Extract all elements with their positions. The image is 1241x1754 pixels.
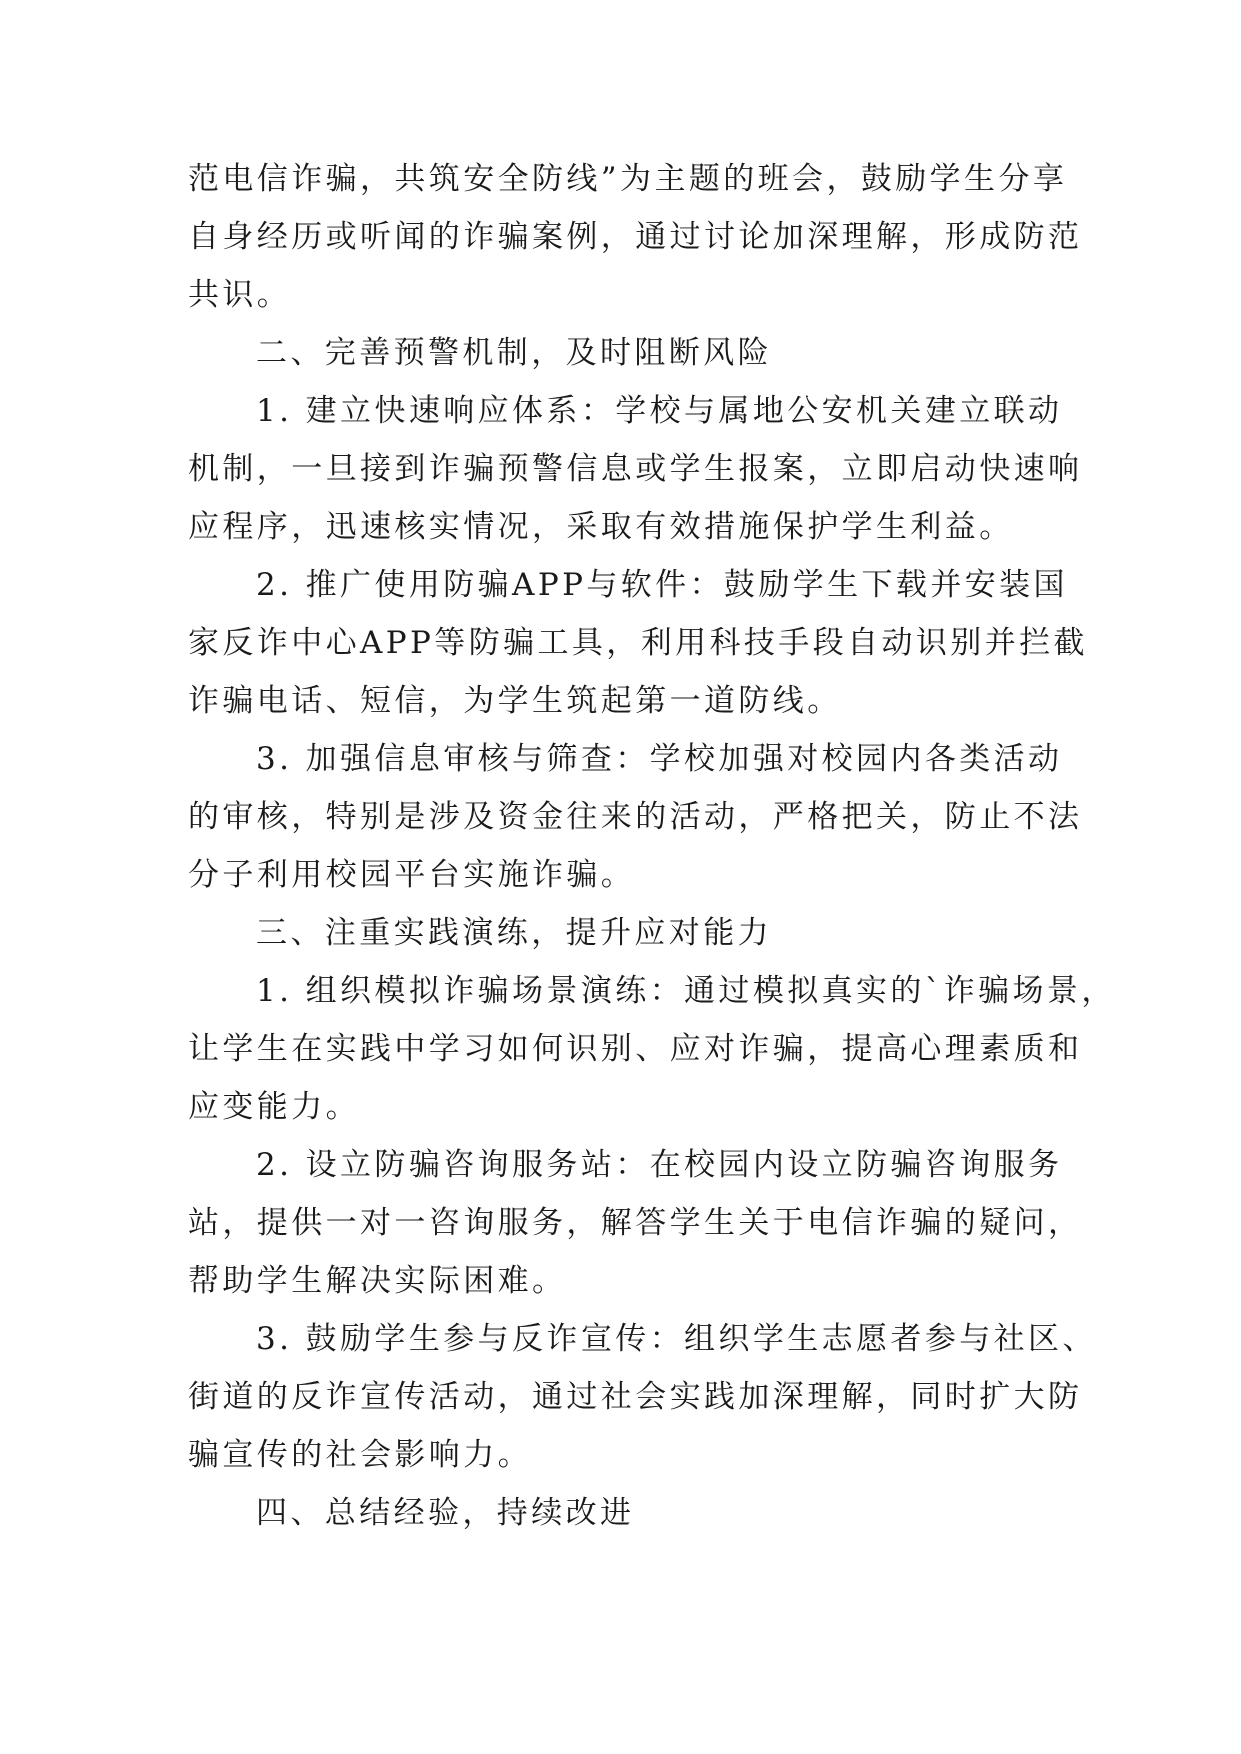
section-heading: 四、总结经验，持续改进 (256, 1495, 635, 1531)
text-line: 骗宣传的社会影响力。 (188, 1437, 532, 1473)
text-line: 共识。 (188, 277, 292, 313)
text-line: 1. 建立快速响应体系：学校与属地公安机关建立联动 (256, 393, 1063, 429)
text-line: 分子利用校园平台实施诈骗。 (188, 857, 636, 893)
text-line: 让学生在实践中学习如何识别、应对诈骗，提高心理素质和 (188, 1031, 1083, 1067)
text-line: 帮助学生解决实际困难。 (188, 1263, 567, 1299)
text-line: 自身经历或听闻的诈骗案例，通过讨论加深理解，形成防范 (188, 219, 1083, 255)
text-line: 2. 设立防骗咨询服务站：在校园内设立防骗咨询服务 (256, 1147, 1063, 1183)
text-line: 3. 鼓励学生参与反诈宣传：组织学生志愿者参与社区、 (256, 1321, 1097, 1357)
text-line: 应程序，迅速核实情况，采取有效措施保护学生利益。 (188, 509, 1014, 545)
text-line: 机制，一旦接到诈骗预警信息或学生报案，立即启动快速响 (188, 451, 1083, 487)
section-heading: 二、完善预警机制，及时阻断风险 (256, 335, 772, 371)
text-line: 站，提供一对一咨询服务，解答学生关于电信诈骗的疑问， (188, 1205, 1083, 1241)
text-line: 家反诈中心APP等防骗工具，利用科技手段自动识别并拦截 (188, 625, 1088, 661)
text-line: 街道的反诈宣传活动，通过社会实践加深理解，同时扩大防 (188, 1379, 1083, 1415)
text-line: 2. 推广使用防骗APP与软件：鼓励学生下载并安装国 (256, 567, 1068, 603)
document-body (188, 150, 1116, 1542)
text-line: 范电信诈骗，共筑安全防线”为主题的班会，鼓励学生分享 (188, 161, 1068, 197)
text-line: 诈骗电话、短信，为学生筑起第一道防线。 (188, 683, 842, 719)
text-line: 1. 组织模拟诈骗场景演练：通过模拟真实的`诈骗场景， (256, 973, 1116, 1009)
text-line: 应变能力。 (188, 1089, 360, 1125)
text-line: 3. 加强信息审核与筛查：学校加强对校园内各类活动 (256, 741, 1063, 777)
section-heading: 三、注重实践演练，提升应对能力 (256, 915, 772, 951)
text-line: 的审核，特别是涉及资金往来的活动，严格把关，防止不法 (188, 799, 1083, 835)
